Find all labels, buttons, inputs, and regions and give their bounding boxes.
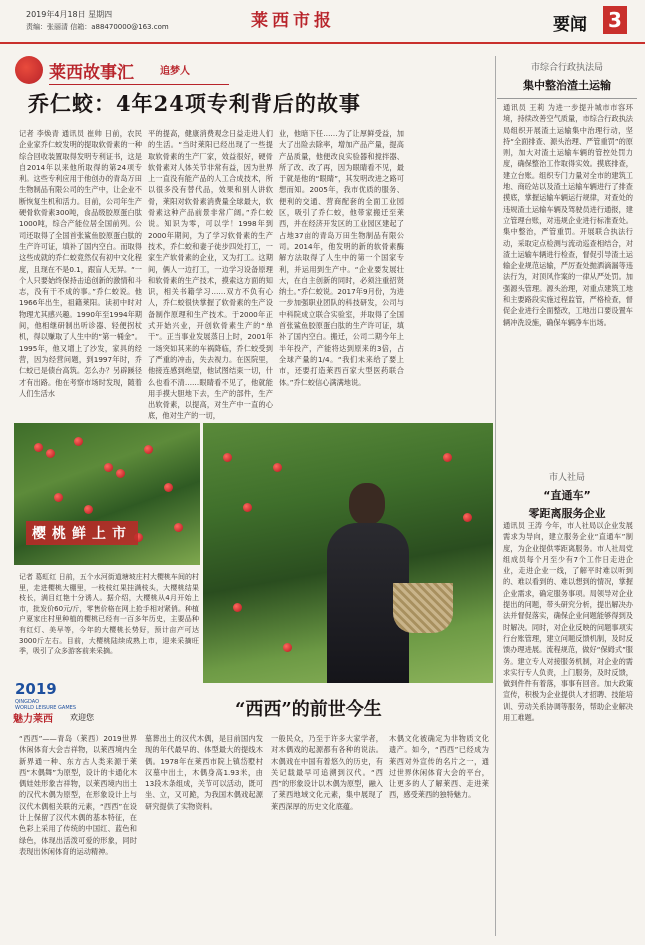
right-article2-title2: 零距离服务企业 bbox=[528, 507, 606, 520]
article1-col2: 平的提高，健康消费观念日益走进人们的生活。“当时莱阳已经出现了一些提取软骨素的生产厂家，效益很好，硬骨软骨素对人体关节非常有益，因为世界上一直没有能产品的人工合成技术，所以很多没有替代品，效果和别人讲软骨，莱阳对软骨素消费量全球最大，软骨素这种产品前景非常广阔。”乔仁蛟说。知识为零，可以学！1998年到2000年期间，为了学习软骨素的生产技术，乔仁蛟和妻子徒步四处打工，一家生产软骨素的企业，又为打工。这期间，俩人一边打工，一边学习设备原理和软骨素的生产技术，摸索这方面的知识，相关书籍学习……双方不负有心人，乔仁蛟很快掌握了软骨素的生产设备制作原理和生产技术。于2000年正式开始兴业，开创软骨素生产的“单干”。正当事业发展蒸日上时，2001年一场突如其来的车祸降临，乔仁蛟受到了严重的冲击，失去视力。在医院里，他接连感到绝望，他试图结束一切，什么也看不清……眼睛看不见了，他就能用手摸大胆地下去，生产的部件，生产出软骨素，以提高，对生产中一直的心底，他对生产的一切， bbox=[148, 129, 273, 421]
right-article1-title: 集中整治渣土运输 bbox=[523, 79, 611, 92]
photo-caption: 樱桃鲜上市 bbox=[26, 521, 138, 545]
banner-logo-icon bbox=[15, 56, 43, 84]
farmer-photo bbox=[203, 423, 493, 683]
banner-rule bbox=[49, 84, 229, 85]
right-article2-header bbox=[497, 470, 637, 521]
column-banner bbox=[15, 56, 235, 86]
right-article2-body: 通讯员 王涛 今年，市人社局以企业发展需求为导向，建立服务企业“直通车”制度，为企业提供零距离服务。市人社局党组成员每个月至少有7个工作日走进企业，走进企业一线，了解平时难以听到的、难以看到的、难以想到的情况，掌握企业需求，确定服务事项。局领导对企业提出的问题，带头研究分析，提出解决办法并督促落实，确保企业问题能够得到及时解决。同时，对企业反映的问题事项实行台账管理，建立问题反馈机制，及时反馈办理进展。流程规范，做好“保姆式”服务。建立专人对接服务机制，对企业的需求实行专人负责，上门服务，及时反馈，做到件件有着落，事事有回音。加大政策宣传，积极为企业提供人才招聘、技能培训、劳动关系协调等服务，帮助企业解决用工难题。 bbox=[503, 521, 633, 723]
right-article2-title1: “直通车” bbox=[543, 489, 591, 502]
article2-col4: 木偶文化被确定为非物质文化遗产。如今，“西西”已经成为莱西对外宣传的名片之一，通过世界休闲体育大会的平台，让更多的人了解莱西、走进莱西，感受莱西的独特魅力。 bbox=[389, 734, 489, 800]
logo-line2: WORLD LEISURE GAMES bbox=[15, 705, 76, 711]
logo-line1: QINGDAO bbox=[15, 699, 40, 705]
logo-year: 2019 bbox=[15, 680, 57, 698]
article1-col1: 记者 李焕青 通讯员 崔帅 日前，农民企业家乔仁蛟发明的提取软骨素的一种综合回收装置取得发明专利证书，这是自2014年以来他所取得的第24项专利。这些专利应用于他创办的青岛万田生物制品有限公司的生产中，让企业不断恢复生机和活力。目前，公司年生产硬骨软骨素300吨，食品级胶原蛋白肽1000吨，综合产能位居全国前列。公司还取得了全国首张鲨鱼胶原蛋白肽的生产许可证，填补了国内空白。而取得这些成就的乔仁蛟竟然仅有初中文化程度，且现在不是0.1，跟盲人无异。“一个人只要始终保持击追创新的激情和斗志，没有干不成的事。”乔仁蛟说。他1966年出生，祖籍莱阳。读初中时对物理尤其感兴趣。1990年至1994年期间，他相继研制出听诊器、轻便拐杖机，得以赚取了人生中的“第一桶金”。1995年，他又增上了沙发，家具的经营，因为经营问题，到1997年时，乔仁蛟已是债台高筑。怎么办？另辟蹊径才有出路。他在考察市场时发现，随着人们生活水 bbox=[19, 129, 142, 398]
cherry-photo bbox=[14, 423, 200, 565]
right-article1-header bbox=[497, 60, 637, 93]
right-article1-kicker: 市综合行政执法局 bbox=[530, 63, 603, 73]
photo1-caption-text: 记者 葛虹红 日前，五个水河街道塘坡庄村大樱桃车间的村里，走进樱桃大棚里，一枝枝红果挂满枝头，大樱桃结果枝长，满目红艳十分诱人。据介绍，大樱桃从4月开始上市，批发价60元/斤，零售价格在网上抢手相对紧俏。种植户夏家庄村里种植的樱桃已经有一百多年历史，主要品种有红灯、美早等，今年的大樱桃长势好，预计亩产可达3000斤左右。目前，大樱桃陆续成熟上市，迎来采摘旺季，吸引了众多游客前来采摘。 bbox=[19, 573, 199, 656]
section-label: 要闻 bbox=[553, 15, 587, 35]
banner-subtitle: 追梦人 bbox=[160, 66, 190, 77]
editor-info: 责编：张丽清 信箱：a88470000@163.com bbox=[26, 23, 169, 31]
main-headline: 乔仁蛟：4年24项专利背后的故事 bbox=[28, 91, 361, 116]
right-article1-body: 通讯员 王莉 为进一步提升城市市容环境，持续改善空气质量，市综合行政执法局组织开展渣土运输集中治理行动，坚持“全面排查、源头治理、严管重罚”的原则，加大对渣土运输车辆的管控处罚力度，确保整治工作取得实效。摸底排查，建立台账。组织专门力量对全市的建筑工地、商砼站以及渣土运输车辆进行了排查摸底，掌握运输车辆运行规律，对查处的违规渣土运输车辆及驾驶员进行通报，建立管理台账，对违规企业进行标准查处。集中整治，严管重罚。开展联合执法行动，采取定点检测与流动巡查相结合，对渣土运输车辆进行检查，督促引导渣土运输企业规范运输，严厉查处抛洒滴漏等违法行为，对顶风作案的一律从严处罚。加强源头管理。源头治理，对重点建筑工地和主要路段实施过程监管，严格检查，督促企业进行全面整改，工地出口要设置车辆冲洗设施，确保车辆净车出场。 bbox=[503, 103, 633, 327]
article2-col1: “西西”——青岛（莱西）2019世界休闲体育大会吉祥物，以莱西境内全新界通一种、东方古人类来源于莱西“木偶舞”为原型，设计的卡通化木偶娃娃形象吉祥物，以莱西境内出土的汉代木偶为原型，在形象设计上与汉代木偶相关联的元素，“西西”在设计上保留了汉代木偶的基本特征，在色彩上采用了传统的中国红、蓝色和绿色，体现出活泼可爱的形象，同时表现出休闲体育的运动精神。 bbox=[19, 734, 137, 856]
issue-date: 2019年4月18日 星期四 bbox=[26, 10, 113, 19]
secondary-headline: “西西”的前世今生 bbox=[235, 699, 382, 720]
masthead: 莱西市报 bbox=[251, 11, 335, 31]
article1-col3: 业，他暗下任……为了让厚鲜受益，加大了出险去除率，增加产品产量，提高产品质量，他便改良实验器和搅拌器、所了改、改了再，因为眼睛看不见，最于就是他的“眼睛”，其发明改进之路可想而知。2005年，我市优质的服务、便利的交通、营商配套的全面工业园区，吸引了乔仁蛟，他带家搬迁至莱西，并在经济开发区的工业园区建起了占地37亩的青岛万田生物制品有限公司。2014年，他发明的新的软骨素酶解方法取得了人生中的第一个国家专利，并运用到生产中。“企业要发展壮大，在自主创新的同时，必须注重招贤纳士。”乔仁蛟说。2017年9月份，为进一步加强职业团队的科技研发，公司与中科院成立联合实验室，并取得了全国首张鲨鱼胶原蛋白肽的生产许可证，填补了国内空白。搬迁，公司二期今年上半年投产，产能将达到原来的3倍，占全球产量的1/4。“我们未来给了要上市，还要打造莱西百家大型医药联合体。”乔仁蛟信心满满地说。 bbox=[279, 129, 404, 387]
article2-col2: 墓葬出土的汉代木偶，是目前国内发现的年代最早的、体型最大的提线木偶。1978年在莱西市院上镇岱墅村汉墓中出土，木偶身高1.93米，由13段木条组成，关节可以活动，既可坐、立，又可跪，为我国木偶戏起源研究提供了实物资料。 bbox=[145, 734, 263, 811]
logo-tagline: 魅力莱西 bbox=[13, 714, 53, 725]
right-article2-kicker: 市人社局 bbox=[548, 473, 585, 483]
right-article1-rule bbox=[497, 98, 637, 99]
page-header bbox=[0, 0, 645, 44]
page-number: 3 bbox=[603, 6, 627, 34]
article2-col3: 一般民众，乃至于许多大家学者，对木偶戏的起源都有各种的说法。木偶戏在中国有着悠久的历史，有关记载最早可追溯到汉代。“西西”的形象设计以木偶为原型，融入了莱西地域文化元素，集中展现了莱西深厚的历史文化底蕴。 bbox=[271, 734, 383, 811]
basket bbox=[393, 583, 453, 633]
banner-title: 莱西故事汇 bbox=[49, 63, 134, 83]
logo-tagline2: 欢迎您 bbox=[70, 713, 94, 722]
column-divider bbox=[495, 56, 496, 936]
